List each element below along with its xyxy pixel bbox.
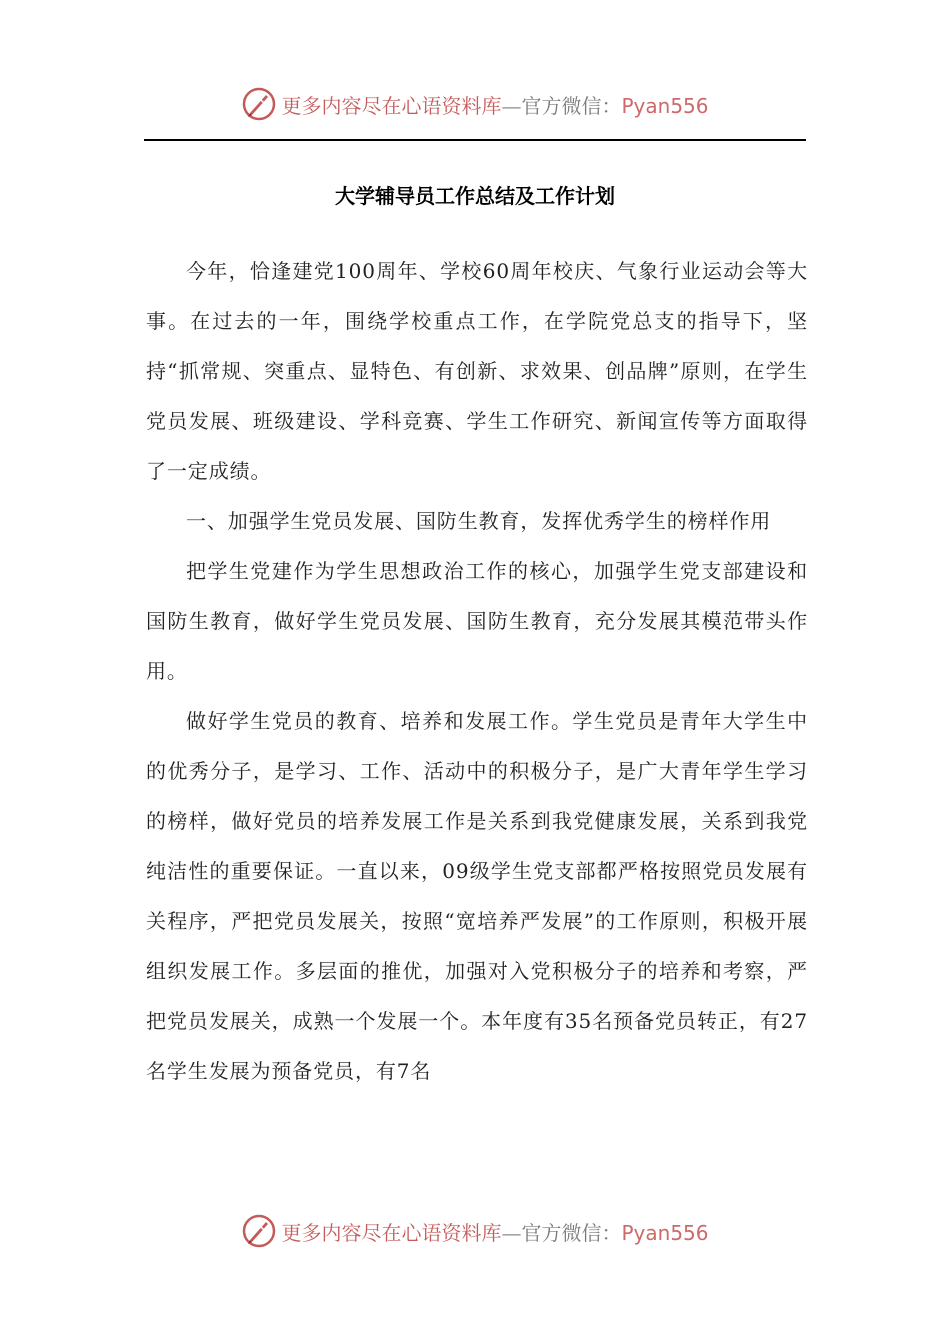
paragraph: 把学生党建作为学生思想政治工作的核心，加强学生党支部建设和国防生教育，做好学生党员发展、国防生教育，充分发展其模范带头作用。 xyxy=(146,559,808,683)
paragraph: 今年，恰逢建党100周年、学校60周年校庆、气象行业运动会等大事。在过去的一年，围绕学校重点工作，在学院党总支的指导下，坚持“抓常规、突重点、显特色、有创新、求效果、创品牌”原则，在学生党员发展、班级建设、学科竞赛、学生工作研究、新闻宣传等方面取得了一定成绩。 xyxy=(146,259,808,483)
quill-pen-icon xyxy=(241,86,277,122)
header-banner xyxy=(0,82,950,126)
site-name: 更多内容尽在心语资料库 xyxy=(281,93,502,118)
banner-text xyxy=(281,90,708,119)
wechat-label: 官方微信： xyxy=(521,1220,622,1245)
section-heading: 一、加强学生党员发展、国防生教育，发挥优秀学生的榜样作用 xyxy=(186,509,772,533)
wechat-id: Pyan556 xyxy=(621,1220,709,1245)
wechat-label: 官方微信： xyxy=(521,93,622,118)
site-name: 更多内容尽在心语资料库 xyxy=(281,1220,502,1245)
document-body xyxy=(146,246,808,1096)
header-divider xyxy=(144,139,806,141)
banner-separator: — xyxy=(501,1220,522,1245)
footer-banner xyxy=(0,1209,950,1253)
quill-pen-icon xyxy=(241,1213,277,1249)
banner-separator: — xyxy=(501,93,522,118)
wechat-id: Pyan556 xyxy=(621,93,709,118)
document-title: 大学辅导员工作总结及工作计划 xyxy=(335,184,615,208)
paragraph: 做好学生党员的教育、培养和发展工作。学生党员是青年大学生中的优秀分子，是学习、工作、活动中的积极分子，是广大青年学生学习的榜样，做好党员的培养发展工作是关系到我党健康发展，关系到我党纯洁性的重要保证。一直以来，09级学生党支部都严格按照党员发展有关程序，严把党员发展关，按照“宽培养严发展”的工作原则，积极开展组织发展工作。多层面的推优，加强对入党积极分子的培养和考察，严把党员发展关，成熟一个发展一个。本年度有35名预备党员转正，有27名学生发展为预备党员，有7名 xyxy=(146,709,808,1083)
banner-text xyxy=(281,1217,708,1246)
